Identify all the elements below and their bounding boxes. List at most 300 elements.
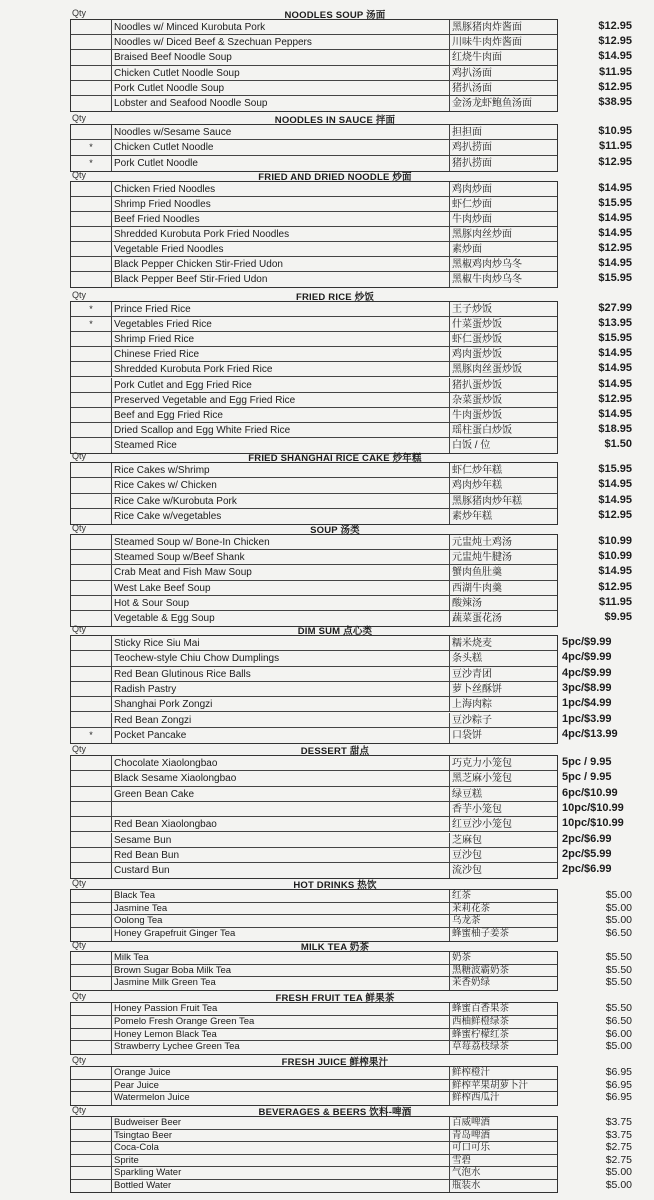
menu-item-row	[71, 212, 557, 227]
item-name-en: Prince Fried Rice	[114, 304, 191, 315]
menu-item-row	[71, 378, 557, 393]
item-name-zh: 黑椒鸡肉炒乌冬	[449, 257, 555, 271]
section-header	[0, 742, 654, 755]
item-name-en: Shrimp Fried Rice	[114, 334, 195, 346]
qty-input-cell[interactable]	[71, 227, 112, 241]
section-title: FRIED SHANGHAI RICE CAKE 炒年糕	[248, 453, 422, 464]
menu-section	[0, 521, 654, 624]
qty-input-cell[interactable]	[71, 408, 112, 422]
qty-input-cell[interactable]	[71, 125, 112, 139]
qty-input-cell[interactable]	[71, 332, 112, 346]
item-name-zh: 红茶	[449, 890, 555, 902]
qty-input-cell[interactable]	[71, 596, 112, 610]
menu-section	[0, 288, 654, 451]
item-price: $15.95	[598, 332, 632, 345]
qty-input-cell[interactable]	[71, 81, 112, 95]
item-name-zh: 鸡肉蛋炒饭	[449, 347, 555, 361]
item-name-en: Crab Meat and Fish Maw Soup	[114, 567, 252, 579]
item-name-en: Honey Passion Fruit Tea	[114, 1003, 218, 1014]
qty-input-cell[interactable]	[71, 817, 112, 831]
qty-label: Qty	[72, 113, 87, 123]
menu-item-row	[71, 802, 557, 817]
item-price: 4pc/$9.99	[562, 666, 612, 679]
item-price: $14.95	[598, 257, 632, 269]
menu-item-row	[71, 713, 557, 728]
item-name-zh: 西柚鲜橙绿茶	[449, 1016, 555, 1028]
item-price: $12.95	[598, 80, 632, 93]
item-price: $14.95	[598, 227, 632, 239]
item-name-en: Pomelo Fresh Orange Green Tea	[114, 1015, 255, 1027]
item-name-en: Shredded Kurobuta Pork Fried Noodles	[114, 229, 290, 240]
qty-input-cell[interactable]	[71, 550, 112, 564]
qty-input-cell[interactable]	[71, 1167, 112, 1179]
qty-input-cell[interactable]	[71, 50, 112, 64]
qty-input-cell[interactable]	[71, 494, 112, 508]
qty-input-cell[interactable]	[71, 242, 112, 256]
item-name-en: Oolong Tea	[114, 915, 163, 927]
qty-label: Qty	[72, 523, 87, 533]
item-name-en: Chicken Fried Noodles	[114, 184, 216, 195]
qty-input-cell[interactable]	[71, 535, 112, 549]
item-price: $2.75	[605, 1141, 632, 1153]
menu-item-row	[71, 347, 557, 362]
item-name-en: Red Bean Glutinous Rice Balls	[114, 668, 251, 680]
qty-input-cell[interactable]: *	[71, 317, 112, 331]
item-name-zh: 黑豚猪肉炒年糕	[449, 494, 555, 508]
item-name-en: Sticky Rice Siu Mai	[114, 638, 200, 649]
item-name-zh: 黑糖波霸奶茶	[449, 965, 555, 977]
section-title: DIM SUM 点心类	[297, 626, 373, 637]
item-price: $5.50	[605, 1002, 632, 1014]
qty-input-cell[interactable]	[71, 636, 112, 650]
section-title: MILK TEA 奶茶	[300, 942, 370, 953]
qty-label: Qty	[72, 8, 87, 18]
qty-input-cell[interactable]	[71, 66, 112, 80]
item-name-en: Chocolate Xiaolongbao	[114, 758, 218, 769]
item-price: $1.50	[604, 437, 632, 450]
qty-input-cell[interactable]	[71, 423, 112, 437]
qty-input-cell[interactable]	[71, 378, 112, 392]
item-name-zh: 素炒面	[449, 242, 555, 256]
qty-input-cell[interactable]	[71, 1067, 112, 1079]
item-name-en: Dried Scallop and Egg White Fried Rice	[114, 424, 291, 436]
item-price: 5pc / 9.95	[562, 771, 612, 784]
item-price: 1pc/$3.99	[562, 712, 612, 725]
item-price: $27.99	[598, 302, 632, 314]
menu-item-row	[71, 697, 557, 712]
item-name-zh: 鲜榨橙汁	[449, 1067, 555, 1079]
qty-label: Qty	[72, 940, 87, 950]
menu-item-row	[71, 1080, 557, 1093]
qty-input-cell[interactable]	[71, 833, 112, 847]
menu-item-row	[71, 756, 557, 771]
item-price: 10pc/$10.99	[562, 817, 624, 830]
menu-item-row	[71, 535, 557, 550]
qty-input-cell[interactable]: *	[71, 140, 112, 154]
item-price: $12.95	[598, 242, 632, 254]
section-header	[0, 622, 654, 635]
item-name-zh: 猪扒捞面	[449, 156, 555, 171]
menu-item-row	[71, 362, 557, 377]
item-price: $5.50	[605, 976, 632, 989]
menu-item-row	[71, 332, 557, 347]
menu-item-row	[71, 66, 557, 81]
qty-input-cell[interactable]	[71, 96, 112, 111]
item-name-zh: 虾仁蛋炒饭	[449, 332, 555, 346]
item-price: $5.00	[605, 901, 632, 914]
menu-item-row	[71, 817, 557, 832]
item-name-en: Rice Cakes w/ Chicken	[114, 480, 217, 492]
qty-input-cell[interactable]	[71, 20, 112, 34]
menu-section	[0, 168, 654, 285]
item-name-zh: 草莓荔枝绿茶	[449, 1041, 555, 1054]
item-name-zh: 什菜蛋炒饭	[449, 317, 555, 331]
order-grid	[70, 534, 558, 627]
item-name-zh: 可口可乐	[449, 1142, 555, 1154]
item-name-en: Vegetable Fried Noodles	[114, 244, 224, 255]
qty-input-cell[interactable]	[71, 682, 112, 696]
item-name-zh: 红烧牛肉面	[449, 50, 555, 64]
menu-item-row	[71, 1003, 557, 1016]
menu-item-row	[71, 272, 557, 287]
item-name-zh: 虾仁炒面	[449, 197, 555, 211]
item-name-zh: 芝麻包	[449, 833, 555, 847]
qty-input-cell[interactable]	[71, 565, 112, 579]
qty-input-cell[interactable]	[71, 977, 112, 990]
qty-input-cell[interactable]	[71, 1142, 112, 1154]
menu-item-row	[71, 977, 557, 990]
menu-section	[0, 938, 654, 989]
item-price: $14.95	[598, 493, 632, 506]
item-name-en: Teochew-style Chiu Chow Dumplings	[114, 653, 280, 665]
item-price: $5.00	[605, 889, 632, 901]
qty-input-cell[interactable]	[71, 1180, 112, 1193]
qty-input-cell[interactable]	[71, 182, 112, 196]
qty-label: Qty	[72, 878, 87, 888]
qty-input-cell[interactable]	[71, 1016, 112, 1028]
item-name-en: Rice Cake w/vegetables	[114, 510, 222, 522]
item-name-en: Red Bean Xiaolongbao	[114, 819, 217, 831]
item-name-zh: 萝卜丝酥饼	[449, 682, 555, 696]
item-price: 5pc/$9.99	[562, 636, 612, 648]
item-name-en: Chicken Cutlet Noodle Soup	[114, 67, 240, 79]
item-name-zh: 黑椒牛肉炒乌冬	[449, 272, 555, 287]
item-name-zh: 蔬菜蛋花汤	[449, 611, 555, 626]
item-name-zh: 牛肉炒面	[449, 212, 555, 226]
item-name-en: Coca-Cola	[114, 1142, 159, 1153]
qty-input-cell[interactable]	[71, 756, 112, 770]
item-name-en: Pork Cutlet Noodle	[114, 157, 198, 169]
menu-item-row	[71, 197, 557, 212]
item-name-en: Strawberry Lychee Green Tea	[114, 1041, 240, 1053]
section-title: FRIED AND DRIED NOODLE 炒面	[258, 172, 412, 183]
order-grid	[70, 755, 558, 879]
section-header	[0, 168, 654, 181]
item-name-zh: 上海肉粽	[449, 697, 555, 711]
item-name-en: Jasmine Milk Green Tea	[114, 977, 216, 989]
qty-input-cell[interactable]	[71, 651, 112, 665]
qty-input-cell[interactable]	[71, 393, 112, 407]
item-name-zh: 鸡扒汤面	[449, 66, 555, 80]
menu-item-row	[71, 182, 557, 197]
item-name-zh: 豆沙粽子	[449, 713, 555, 727]
item-name-zh: 茉香奶绿	[449, 977, 555, 990]
item-name-en: Steamed Soup w/Beef Shank	[114, 552, 245, 564]
item-price: 3pc/$8.99	[562, 681, 612, 694]
item-name-en: Honey Grapefruit Ginger Tea	[114, 928, 236, 940]
qty-input-cell[interactable]	[71, 965, 112, 977]
section-header	[0, 989, 654, 1002]
order-grid	[70, 124, 558, 172]
menu-item-row	[71, 787, 557, 802]
qty-input-cell[interactable]	[71, 915, 112, 927]
item-price: 5pc / 9.95	[562, 756, 612, 768]
qty-input-cell[interactable]	[71, 1029, 112, 1041]
menu-item-row	[71, 257, 557, 272]
item-name-en: Black Tea	[114, 890, 156, 901]
item-name-zh: 蜂蜜百香果茶	[449, 1003, 555, 1015]
item-name-zh: 担担面	[449, 125, 555, 139]
section-title: FRESH JUICE 鲜榨果汁	[281, 1057, 389, 1068]
qty-input-cell[interactable]	[71, 581, 112, 595]
item-name-zh: 鸡肉炒年糕	[449, 478, 555, 492]
item-price: 2pc/$6.99	[562, 863, 612, 876]
qty-label: Qty	[72, 624, 87, 634]
menu-item-row	[71, 81, 557, 96]
item-name-zh: 黑豚肉丝蛋炒饭	[449, 362, 555, 376]
qty-label: Qty	[72, 451, 87, 461]
item-price: $12.95	[598, 580, 632, 593]
item-name-zh: 瓶装水	[449, 1180, 555, 1193]
qty-input-cell[interactable]	[71, 1130, 112, 1142]
menu-section	[0, 6, 654, 109]
item-price: $12.95	[598, 35, 632, 48]
order-grid	[70, 181, 558, 288]
qty-label: Qty	[72, 290, 87, 300]
qty-input-cell[interactable]	[71, 1117, 112, 1129]
item-name-en: Black Sesame Xiaolongbao	[114, 773, 237, 785]
qty-input-cell[interactable]	[71, 197, 112, 211]
item-name-zh: 鲜榨苹果胡萝卜汁	[449, 1080, 555, 1092]
item-price: $2.75	[605, 1153, 632, 1166]
menu-item-row	[71, 317, 557, 332]
menu-item-row	[71, 96, 557, 111]
item-name-en: Preserved Vegetable and Egg Fried Rice	[114, 394, 296, 406]
item-name-zh: 川味牛肉炸酱面	[449, 35, 555, 49]
section-header	[0, 938, 654, 951]
item-price: $5.00	[605, 1040, 632, 1053]
item-name-en: Noodles w/ Minced Kurobuta Pork	[114, 22, 266, 33]
item-price: $9.95	[604, 611, 632, 623]
menu-item-row	[71, 1067, 557, 1080]
qty-input-cell[interactable]	[71, 347, 112, 361]
item-price: $5.50	[605, 951, 632, 963]
item-name-zh: 糯米烧麦	[449, 636, 555, 650]
qty-input-cell[interactable]: *	[71, 728, 112, 743]
menu-section	[0, 876, 654, 940]
item-price: $10.99	[598, 550, 632, 563]
menu-item-row	[71, 915, 557, 928]
item-price: 4pc/$9.99	[562, 651, 612, 664]
item-name-zh: 青岛啤酒	[449, 1130, 555, 1142]
menu-section	[0, 111, 654, 169]
item-name-en: Beef and Egg Fried Rice	[114, 409, 223, 421]
item-name-en: Chicken Cutlet Noodle	[114, 142, 214, 154]
menu-item-row	[71, 1016, 557, 1029]
section-header	[0, 288, 654, 301]
menu-item-row	[71, 596, 557, 611]
section-header	[0, 449, 654, 462]
item-name-zh: 元盅炖牛腱汤	[449, 550, 555, 564]
item-name-en: Red Bean Bun	[114, 849, 180, 861]
item-name-zh: 蟹肉鱼肚羹	[449, 565, 555, 579]
item-name-en: Sprite	[114, 1154, 139, 1166]
section-header	[0, 1103, 654, 1116]
qty-label: Qty	[72, 1105, 87, 1115]
item-name-zh: 条头糕	[449, 651, 555, 665]
item-name-zh: 黑豚肉丝炒面	[449, 227, 555, 241]
item-name-en: Chinese Fried Rice	[114, 349, 200, 361]
item-price: $14.95	[598, 565, 632, 578]
item-name-zh: 黑芝麻小笼包	[449, 771, 555, 785]
item-name-zh: 蜂蜜柚子姜茶	[449, 928, 555, 941]
qty-input-cell[interactable]: *	[71, 302, 112, 316]
qty-input-cell[interactable]	[71, 478, 112, 492]
item-price: $10.99	[598, 535, 632, 547]
menu-section	[0, 742, 654, 877]
item-name-zh: 口袋饼	[449, 728, 555, 743]
qty-input-cell[interactable]	[71, 713, 112, 727]
item-price: $5.50	[605, 963, 632, 976]
section-title: NOODLES SOUP 汤面	[284, 10, 386, 21]
item-price: $11.95	[598, 65, 632, 78]
item-name-en: Rice Cakes w/Shrimp	[114, 465, 210, 476]
menu-item-row	[71, 302, 557, 317]
qty-input-cell[interactable]	[71, 890, 112, 902]
order-grid	[70, 1066, 558, 1106]
item-name-en: Radish Pastry	[114, 683, 177, 695]
menu-item-row	[71, 242, 557, 257]
item-name-zh: 豆沙包	[449, 848, 555, 862]
menu-item-row	[71, 833, 557, 848]
item-name-zh: 黑豚猪肉炸酱面	[449, 20, 555, 34]
item-name-en: Orange Juice	[114, 1067, 171, 1078]
section-title: DESSERT 甜点	[300, 746, 370, 757]
item-name-zh: 香芋小笼包	[449, 802, 555, 816]
item-name-en: Green Bean Cake	[114, 788, 195, 800]
qty-input-cell[interactable]	[71, 1155, 112, 1167]
item-name-zh: 流沙包	[449, 863, 555, 878]
item-name-en: West Lake Beef Soup	[114, 582, 211, 594]
qty-input-cell[interactable]	[71, 787, 112, 801]
item-name-en: Vegetable & Egg Soup	[114, 613, 215, 624]
item-name-en: Shredded Kurobuta Pork Fried Rice	[114, 364, 273, 376]
menu-item-row	[71, 550, 557, 565]
item-name-zh: 奶茶	[449, 952, 555, 964]
item-price: $14.95	[598, 377, 632, 390]
item-name-en: Sesame Bun	[114, 834, 172, 846]
item-price: $11.95	[598, 140, 632, 153]
item-name-en: Pocket Pancake	[114, 729, 187, 741]
item-price: $15.95	[598, 463, 632, 475]
section-header	[0, 6, 654, 19]
qty-input-cell[interactable]	[71, 212, 112, 226]
item-name-en: Lobster and Seafood Noodle Soup	[114, 98, 268, 109]
qty-input-cell[interactable]	[71, 272, 112, 287]
item-name-zh: 猪扒蛋炒饭	[449, 378, 555, 392]
item-price: $38.95	[598, 96, 632, 108]
menu-item-row	[71, 35, 557, 50]
item-name-en: Black Pepper Chicken Stir-Fried Udon	[114, 259, 283, 270]
qty-label: Qty	[72, 744, 87, 754]
item-name-zh: 杂菜蛋炒饭	[449, 393, 555, 407]
menu-item-row	[71, 408, 557, 423]
item-price: $12.95	[598, 20, 632, 32]
qty-input-cell[interactable]	[71, 802, 112, 816]
item-name-zh: 鸡扒捞面	[449, 140, 555, 154]
qty-input-cell[interactable]	[71, 1080, 112, 1092]
menu-item-row	[71, 682, 557, 697]
qty-input-cell[interactable]	[71, 771, 112, 785]
item-name-en: Honey Lemon Black Tea	[114, 1028, 217, 1040]
item-price: $15.95	[598, 272, 632, 284]
item-name-zh: 鸡肉炒面	[449, 182, 555, 196]
item-name-zh: 绿豆糕	[449, 787, 555, 801]
qty-input-cell[interactable]	[71, 257, 112, 271]
menu-item-row	[71, 1167, 557, 1180]
menu-item-row	[71, 728, 557, 743]
menu-item-row	[71, 494, 557, 509]
item-price: $5.00	[605, 1166, 632, 1178]
order-grid	[70, 1116, 558, 1193]
item-name-en: Milk Tea	[114, 952, 149, 963]
menu-item-row	[71, 903, 557, 916]
qty-input-cell[interactable]	[71, 697, 112, 711]
item-price: $15.95	[598, 197, 632, 209]
menu-item-row	[71, 965, 557, 978]
menu-item-row	[71, 1155, 557, 1168]
item-price: $14.95	[598, 182, 632, 194]
item-price: $11.95	[598, 595, 632, 608]
item-price: $10.95	[598, 125, 632, 137]
qty-input-cell[interactable]	[71, 903, 112, 915]
menu-section	[0, 1103, 654, 1191]
qty-input-cell[interactable]	[71, 35, 112, 49]
item-name-en: Steamed Rice	[114, 439, 177, 451]
item-name-zh: 酸辣汤	[449, 596, 555, 610]
order-grid	[70, 462, 558, 525]
item-name-zh: 瑶柱蛋白炒饭	[449, 423, 555, 437]
item-name-en: Beef Fried Noodles	[114, 214, 200, 225]
item-price: $6.50	[605, 1014, 632, 1027]
qty-input-cell[interactable]: *	[71, 156, 112, 171]
item-name-en: Budweiser Beer	[114, 1117, 182, 1128]
item-name-zh: 虾仁炒年糕	[449, 463, 555, 477]
qty-input-cell[interactable]	[71, 362, 112, 376]
menu-item-row	[71, 581, 557, 596]
menu-item-row	[71, 1117, 557, 1130]
qty-input-cell[interactable]	[71, 667, 112, 681]
qty-input-cell[interactable]	[71, 848, 112, 862]
menu-item-row	[71, 1029, 557, 1042]
qty-input-cell[interactable]	[71, 463, 112, 477]
item-price: $14.95	[598, 478, 632, 491]
qty-input-cell[interactable]	[71, 952, 112, 964]
order-grid	[70, 1002, 558, 1055]
menu-item-row	[71, 890, 557, 903]
qty-input-cell[interactable]	[71, 1003, 112, 1015]
item-price: $12.95	[598, 508, 632, 521]
